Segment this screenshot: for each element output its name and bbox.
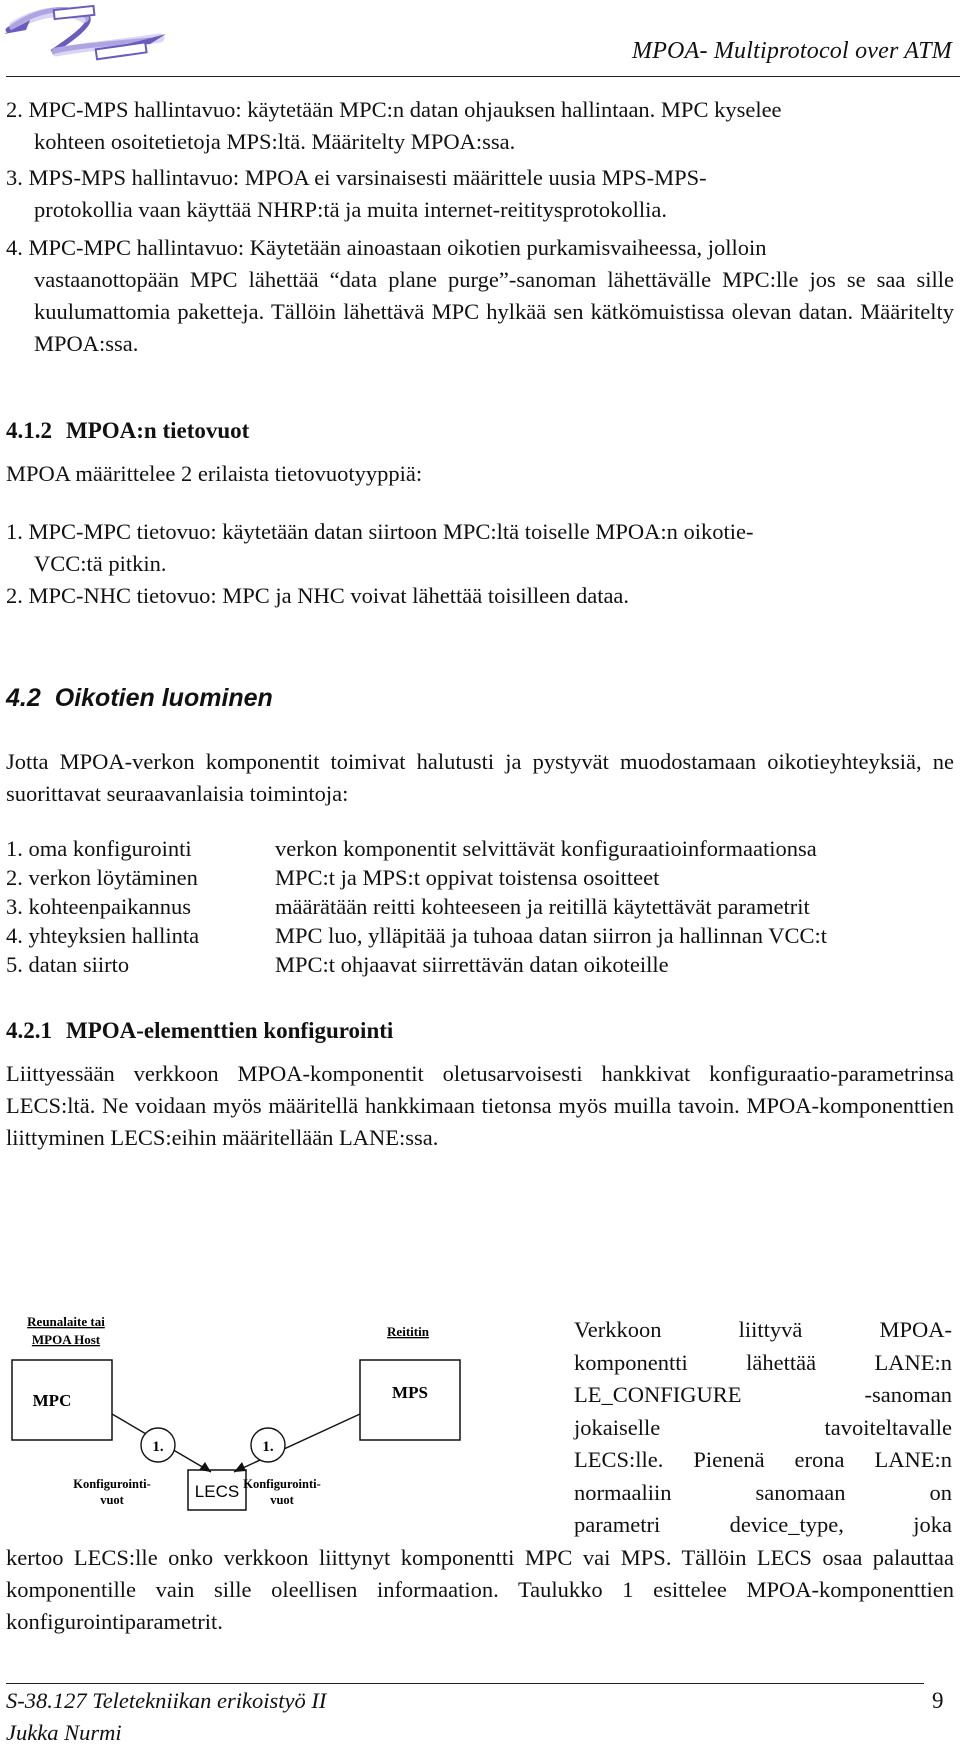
- step-description: MPC:t ja MPS:t oppivat toistensa osoitteet: [275, 865, 660, 890]
- list-item-first-line: 4. MPC-MPC hallintavuo: Käytetään ainoastaan oikotien purkamisvaiheessa, jolloin: [6, 235, 767, 260]
- host-label-line2: MPOA Host: [31, 1332, 101, 1347]
- footer-author: Jukka Nurmi: [6, 1720, 122, 1745]
- list-item: [6, 516, 954, 580]
- side-text-line: LE_CONFIGURE -sanoman: [574, 1382, 952, 1407]
- configuration-flow-diagram: [6, 1302, 576, 1527]
- side-text-line: Verkkoon liittyvä MPOA-: [574, 1317, 952, 1342]
- list-item-continuation: kohteen osoitetietoja MPS:ltä. Määritelty MPOA:ssa.: [34, 129, 516, 154]
- flow-label-left-line2: vuot: [100, 1493, 124, 1507]
- step-term: 1. oma konfigurointi: [6, 836, 192, 861]
- section-body: Liittyessään verkkoon MPOA-komponentit oletusarvoisesti hankkivat konfiguraatio-parametrinsa LECS:ltä. Ne voidaan myös määritellä hankkimaan tietonsa myös muilla tavoin. MPOA-komponenttien liittyminen LECS:eihin määritellään LANE:ssa.: [6, 1061, 954, 1150]
- page-number: 9: [932, 1688, 944, 1713]
- step-badge-left-label: 1.: [152, 1439, 164, 1455]
- side-text-line: parametri device_type, joka: [574, 1512, 952, 1537]
- arrow-head-right: [234, 1462, 246, 1472]
- mps-box-label: MPS: [392, 1383, 428, 1402]
- flow-label-left-line1: Konfigurointi-: [73, 1477, 151, 1491]
- section-title: Oikotien luominen: [54, 684, 273, 712]
- section-title: MPOA-elementtien konfigurointi: [66, 1018, 394, 1043]
- side-text-line: normaaliin sanomaan on: [574, 1479, 952, 1505]
- header-title: MPOA- Multiprotocol over ATM: [632, 38, 952, 64]
- router-label: Reititin: [387, 1324, 429, 1339]
- section-body: Jotta MPOA-verkon komponentit toimivat halutusti ja pystyvät muodostamaan oikotieyhteyksiä, ne suorittavat seuraavanlaisia toimintoja:: [6, 749, 954, 806]
- list-item: [6, 162, 954, 226]
- list-item-continuation: VCC:tä pitkin.: [34, 551, 167, 576]
- step-term: 5. datan siirto: [6, 952, 130, 977]
- footer-course: S-38.127 Teletekniikan erikoistyö II: [6, 1688, 327, 1713]
- step-term: 2. verkon löytäminen: [6, 865, 198, 890]
- section-intro: MPOA määrittelee 2 erilaista tietovuotyyppiä:: [6, 461, 423, 486]
- host-label-line1: Reunalaite tai: [27, 1314, 105, 1329]
- step-badge-right-label: 1.: [262, 1439, 274, 1455]
- list-item: [6, 94, 954, 158]
- figure-side-text: [574, 1314, 952, 1542]
- list-item: [6, 580, 954, 612]
- footer-divider: [6, 1683, 924, 1684]
- section-number: 4.2.1: [6, 1018, 52, 1043]
- step-description: määrätään reitti kohteeseen ja reitillä käytettävät parametrit: [275, 894, 810, 919]
- flow-label-right-line2: vuot: [270, 1493, 294, 1507]
- step-term: 4. yhteyksien hallinta: [6, 923, 200, 948]
- section-heading-4-2-1: [6, 1018, 393, 1044]
- list-item-first-line: 2. MPC-NHC tietovuo: MPC ja NHC voivat lähettää toisilleen dataa.: [6, 583, 630, 608]
- list-item-first-line: 3. MPS-MPS hallintavuo: MPOA ei varsinaisesti määrittele uusia MPS-MPS-: [6, 165, 707, 190]
- section-number: 4.2: [6, 684, 41, 712]
- step-description: MPC luo, ylläpitää ja tuhoaa datan siirron ja hallinnan VCC:t: [275, 923, 827, 948]
- header-divider: [6, 76, 960, 77]
- side-text-line: jokaiselle tavoiteltavalle: [574, 1414, 952, 1440]
- step-description: verkon komponentit selvittävät konfiguraatioinformaationsa: [275, 836, 817, 861]
- list-item-continuation: vastaanottopään MPC lähettää “data plane purge”-sanoman lähettävälle MPC:lle jos se saa sille kuulumattomia paketteja. Tällöin lähettävä MPC hylkää sen kätkömuistissa olevan datan. Määritelty MPOA:ssa.: [34, 267, 954, 356]
- section-heading-4-2: [6, 684, 273, 713]
- step-description: MPC:t ohjaavat siirrettävän datan oikoteille: [275, 952, 669, 977]
- side-text-line: LECS:lle. Pienenä erona LANE:n: [574, 1447, 952, 1472]
- list-item-first-line: 1. MPC-MPC tietovuo: käytetään datan siirtoon MPC:ltä toiselle MPOA:n oikotie-: [6, 519, 754, 544]
- closing-paragraph: kertoo LECS:lle onko verkkoon liittynyt komponentti MPC vai MPS. Tällöin LECS osaa palauttaa komponentille vain sille oleellisen informaation. Taulukko 1 esittelee MPOA-komponenttien konfigurointiparametrit.: [6, 1545, 954, 1634]
- list-item-first-line: 2. MPC-MPS hallintavuo: käytetään MPC:n datan ohjauksen hallintaan. MPC kyselee: [6, 97, 782, 122]
- step-term: 3. kohteenpaikannus: [6, 894, 191, 919]
- side-text-line: komponentti lähettää LANE:n: [574, 1349, 952, 1375]
- section-heading-4-1-2: [6, 418, 249, 444]
- lecs-box-label: LECS: [194, 1482, 240, 1501]
- section-title: MPOA:n tietovuot: [66, 418, 250, 443]
- list-item: [6, 232, 954, 360]
- list-item-continuation: protokollia vaan käyttää NHRP:tä ja muita internet-reititysprotokollia.: [34, 197, 667, 222]
- mpc-box-label: MPC: [32, 1391, 72, 1410]
- flow-label-right-line1: Konfigurointi-: [243, 1477, 321, 1491]
- section-number: 4.1.2: [6, 418, 52, 443]
- logo-graphic: [0, 0, 172, 68]
